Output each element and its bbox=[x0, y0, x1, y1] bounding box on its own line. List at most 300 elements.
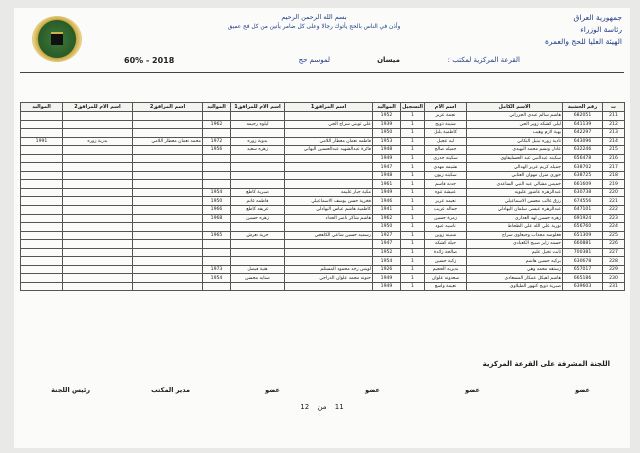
table-cell bbox=[285, 171, 373, 180]
table-cell: فاطمه غانم bbox=[231, 197, 285, 206]
table-cell: ثابت تحيل عليم bbox=[467, 248, 563, 257]
table-cell: جميله صالح bbox=[425, 146, 467, 155]
table-cell bbox=[63, 206, 133, 215]
presidency-title: رئاسة الوزراء bbox=[580, 25, 622, 34]
table-cell bbox=[21, 223, 63, 232]
table-cell bbox=[63, 112, 133, 121]
table-cell: نادية زوره تبنيل التكاني bbox=[467, 137, 563, 146]
table-cell: رزق غالب محسن الاسماعيلي bbox=[467, 197, 563, 206]
column-header: اسم الام للمرافق2 bbox=[63, 103, 133, 112]
table-row bbox=[21, 129, 625, 138]
column-header: المواليد bbox=[373, 103, 401, 112]
table-cell: 1949 bbox=[373, 274, 401, 283]
table-cell bbox=[133, 120, 203, 129]
table-cell: 226 bbox=[603, 240, 625, 249]
table-cell: 1952 bbox=[373, 112, 401, 121]
table-cell bbox=[133, 180, 203, 189]
table-cell: فغلوصه مجذاب وجيعاوي سراج bbox=[467, 231, 563, 240]
table-cell: 225 bbox=[603, 231, 625, 240]
authority-title: الهيئة العليا للحج والعمرة bbox=[544, 37, 622, 46]
table-row bbox=[21, 265, 625, 274]
table-cell bbox=[285, 248, 373, 257]
table-cell: 214 bbox=[603, 137, 625, 146]
table-cell: هاشم سالم عبدي الجزراني bbox=[467, 112, 563, 121]
table-cell: 1 bbox=[401, 197, 425, 206]
table-row bbox=[21, 120, 625, 129]
table-cell: فائزة عبدالشهيد عبدالحسين اليهاني bbox=[285, 146, 373, 155]
table-row bbox=[21, 248, 625, 257]
table-cell: سكينه جدري bbox=[425, 154, 467, 163]
table-cell: 215 bbox=[603, 146, 625, 155]
table-cell bbox=[231, 282, 285, 291]
table-cell bbox=[21, 154, 63, 163]
table-cell bbox=[203, 154, 231, 163]
table-cell bbox=[133, 231, 203, 240]
table-cell: 1954 bbox=[203, 274, 231, 283]
table-cell: 1949 bbox=[373, 282, 401, 291]
table-cell bbox=[133, 257, 203, 266]
table-cell: 1941 bbox=[373, 206, 401, 215]
column-header: اسم المرافق2 bbox=[133, 103, 203, 112]
pilgrims-table bbox=[20, 102, 625, 291]
table-cell bbox=[21, 120, 63, 129]
table-cell: 1968 bbox=[203, 214, 231, 223]
table-cell bbox=[133, 274, 203, 283]
table-cell bbox=[203, 240, 231, 249]
page-of: من bbox=[317, 403, 327, 411]
table-cell bbox=[285, 223, 373, 232]
table-cell: 229 bbox=[603, 265, 625, 274]
header-divider bbox=[20, 72, 624, 73]
table-cell bbox=[133, 129, 203, 138]
table-cell: 1 bbox=[401, 180, 425, 189]
table-cell bbox=[133, 240, 203, 249]
table-cell: فخرية حسن يوسف الاسماعيلي bbox=[285, 197, 373, 206]
table-cell bbox=[203, 112, 231, 121]
season-value: 2018 - 60% bbox=[124, 56, 175, 65]
table-cell: سكينه زيون bbox=[425, 171, 467, 180]
table-cell: 231 bbox=[603, 282, 625, 291]
table-cell: هاشم اهيكل عمكار المسعادي bbox=[467, 274, 563, 283]
table-cell bbox=[133, 282, 203, 291]
table-cell: 1950 bbox=[373, 129, 401, 138]
column-header: رقم الحشية bbox=[563, 103, 603, 112]
committee-title: اللجنة المشرفة على القرعة المركزية bbox=[482, 360, 610, 368]
column-header: التسجيل bbox=[402, 104, 423, 110]
column-header: ت bbox=[603, 103, 625, 112]
table-cell bbox=[231, 163, 285, 172]
table-cell: 217 bbox=[603, 163, 625, 172]
table-cell bbox=[231, 171, 285, 180]
table-cell bbox=[21, 257, 63, 266]
table-cell: 1962 bbox=[373, 214, 401, 223]
table-cell: 1 bbox=[401, 231, 425, 240]
table-cell: 674556 bbox=[563, 197, 603, 206]
table-cell bbox=[231, 257, 285, 266]
signature-office-manager: مدير المكتب bbox=[151, 386, 190, 394]
table-cell: 638702 bbox=[563, 163, 603, 172]
table-cell bbox=[133, 248, 203, 257]
table-cell: صبرية كاطع bbox=[231, 188, 285, 197]
table-cell: 1954 bbox=[373, 257, 401, 266]
table-cell bbox=[63, 197, 133, 206]
table-row bbox=[21, 257, 625, 266]
table-cell bbox=[21, 129, 63, 138]
table-row bbox=[21, 206, 625, 215]
table-cell: 630678 bbox=[563, 257, 603, 266]
table-cell bbox=[133, 154, 203, 163]
table-cell: 230 bbox=[603, 274, 625, 283]
table-cell: سكينه عبدالنبي عبد الحسليفاوي bbox=[467, 154, 563, 163]
table-cell: 632246 bbox=[563, 146, 603, 155]
table-row bbox=[21, 180, 625, 189]
table-cell bbox=[63, 257, 133, 266]
table-cell bbox=[285, 154, 373, 163]
table-cell bbox=[21, 240, 63, 249]
table-cell: حرية نعرش bbox=[231, 231, 285, 240]
table-cell: هنية فيصل bbox=[231, 265, 285, 274]
table-cell: 1 bbox=[401, 163, 425, 172]
table-cell bbox=[63, 154, 133, 163]
table-cell bbox=[21, 214, 63, 223]
table-cell: 1952 bbox=[373, 248, 401, 257]
table-cell bbox=[63, 223, 133, 232]
table-cell bbox=[133, 188, 203, 197]
table-cell: 1946 bbox=[373, 197, 401, 206]
table-cell: فاطمه نعمان معطار اللامي bbox=[285, 137, 373, 146]
table-cell: 1948 bbox=[373, 146, 401, 155]
table-cell: 1 bbox=[401, 154, 425, 163]
table-cell bbox=[21, 146, 63, 155]
table-cell bbox=[203, 171, 231, 180]
table-cell: 1926 bbox=[373, 265, 401, 274]
table-cell: 220 bbox=[603, 188, 625, 197]
basmala: بسم الله الرحمن الرحيم bbox=[281, 13, 347, 21]
table-cell bbox=[231, 112, 285, 121]
table-cell: خميس مشالي عبد النبي الساعدي bbox=[467, 180, 563, 189]
table-cell bbox=[63, 129, 133, 138]
table-cell: 219 bbox=[603, 180, 625, 189]
table-cell bbox=[285, 282, 373, 291]
table-cell: عبدالزهره عيسى سلمان البهادلي bbox=[467, 206, 563, 215]
table-cell bbox=[63, 282, 133, 291]
table-cell: 1 bbox=[401, 171, 425, 180]
table-row bbox=[21, 171, 625, 180]
table-cell: 1 bbox=[401, 206, 425, 215]
column-header: اسم المرافق1 bbox=[285, 103, 373, 112]
table-cell bbox=[63, 188, 133, 197]
table-cell: 630738 bbox=[563, 188, 603, 197]
table-cell bbox=[203, 282, 231, 291]
table-row bbox=[21, 137, 625, 146]
city-value: ميسان bbox=[377, 56, 400, 64]
table-cell: 1 bbox=[401, 240, 425, 249]
table-cell: 642297 bbox=[563, 129, 603, 138]
table-cell bbox=[231, 129, 285, 138]
table-cell bbox=[63, 120, 133, 129]
table-cell bbox=[63, 163, 133, 172]
column-header: المواليد bbox=[203, 103, 231, 112]
header-center bbox=[164, 12, 464, 32]
season-label: لموسم حج bbox=[298, 56, 330, 64]
table-cell: 228 bbox=[603, 257, 625, 266]
table-cell bbox=[133, 146, 203, 155]
table-cell: 1948 bbox=[373, 171, 401, 180]
table-cell: صالحة زائدة bbox=[425, 248, 467, 257]
table-cell: جميله كريم عزيز الهدالي bbox=[467, 163, 563, 172]
table-cell: 1 bbox=[401, 120, 425, 129]
table-cell: 218 bbox=[603, 171, 625, 180]
table-cell: 224 bbox=[603, 223, 625, 232]
table-cell: 1947 bbox=[373, 240, 401, 249]
column-header: اسم الام للمرافق1 bbox=[231, 103, 285, 112]
quran-verse: وأذن في الناس بالحج يأتوك رجالا وعلى كل ضامر يأتين من كل فج عميق bbox=[227, 24, 401, 30]
table-cell bbox=[133, 214, 203, 223]
table-cell bbox=[285, 240, 373, 249]
table-cell: زستقه محمد وهي bbox=[467, 265, 563, 274]
table-cell: جماله عزيب bbox=[425, 206, 467, 215]
table-cell: 641139 bbox=[563, 120, 603, 129]
table-cell bbox=[133, 197, 203, 206]
table-cell: عبدالزهره عاشور عليويه bbox=[467, 188, 563, 197]
table-cell bbox=[21, 231, 63, 240]
table-cell bbox=[203, 180, 231, 189]
table-cell: 222 bbox=[603, 206, 625, 215]
table-cell: صبرية ذويح كنهور الطيلاوي bbox=[467, 282, 563, 291]
table-cell: 216 bbox=[603, 154, 625, 163]
table-row bbox=[21, 163, 625, 172]
table-cell bbox=[21, 112, 63, 121]
table-cell: 1 bbox=[401, 274, 425, 283]
signature-member-3: عضو bbox=[365, 386, 380, 394]
table-row bbox=[21, 188, 625, 197]
table-cell: ناسيه عبود bbox=[425, 223, 467, 232]
table-cell: نجمة عزيز bbox=[425, 112, 467, 121]
table-cell bbox=[63, 146, 133, 155]
table-cell: ليلوه رحيمه bbox=[231, 120, 285, 129]
table-cell bbox=[21, 180, 63, 189]
table-cell: 1927 bbox=[373, 231, 401, 240]
table-cell: 1 bbox=[401, 265, 425, 274]
table-cell: شنينة ذويح bbox=[425, 120, 467, 129]
table-cell: 665186 bbox=[563, 274, 603, 283]
table-cell: مكية جبار غليمه bbox=[285, 188, 373, 197]
table-cell bbox=[285, 257, 373, 266]
table-cell: عنيشة ثنوه bbox=[425, 188, 467, 197]
table-cell: زهره حسين bbox=[231, 214, 285, 223]
table-cell: 1 bbox=[401, 146, 425, 155]
table-cell: كاظمية هاشم عباس البهادلي bbox=[285, 206, 373, 215]
table-cell bbox=[63, 265, 133, 274]
table-cell bbox=[203, 248, 231, 257]
table-cell: زمرة حسين bbox=[425, 214, 467, 223]
table-cell: علي ثويني سراج الحي bbox=[285, 120, 373, 129]
header-right bbox=[502, 12, 622, 48]
table-cell bbox=[231, 240, 285, 249]
table-cell: حيلة كشكه bbox=[425, 240, 467, 249]
table-cell bbox=[21, 206, 63, 215]
table-row bbox=[21, 231, 625, 240]
table-cell: 1961 bbox=[373, 180, 401, 189]
table-cell: حوري منزل مهوان العتابي bbox=[467, 171, 563, 180]
table-cell bbox=[231, 223, 285, 232]
table-cell: 1 bbox=[401, 282, 425, 291]
table-cell: 1 bbox=[401, 112, 425, 121]
table-cell: نشيمه مهدي bbox=[425, 163, 467, 172]
table-cell bbox=[133, 265, 203, 274]
table-cell: 657017 bbox=[563, 265, 603, 274]
signature-member-2: عضو bbox=[465, 386, 480, 394]
table-cell bbox=[21, 163, 63, 172]
table-row bbox=[21, 223, 625, 232]
table-cell: 682051 bbox=[563, 112, 603, 121]
table-cell: 1949 bbox=[373, 188, 401, 197]
table-cell: 1 bbox=[401, 257, 425, 266]
table-cell: 1954 bbox=[203, 188, 231, 197]
table-row bbox=[21, 214, 625, 223]
table-cell: 638725 bbox=[563, 171, 603, 180]
table-cell: 223 bbox=[603, 214, 625, 223]
table-cell bbox=[21, 265, 63, 274]
table-cell: عريفه كاطع bbox=[231, 206, 285, 215]
table-row bbox=[21, 197, 625, 206]
table-cell bbox=[21, 282, 63, 291]
table-cell: جدنه قاسم bbox=[425, 180, 467, 189]
signature-member-1: عضو bbox=[575, 386, 590, 394]
table-cell: لويس رجد محمود المستلم bbox=[285, 265, 373, 274]
table-row bbox=[21, 240, 625, 249]
column-header: اسم الام bbox=[425, 103, 467, 112]
table-cell: رسميه حسين شاعي الكاهجي bbox=[285, 231, 373, 240]
table-body bbox=[21, 112, 625, 291]
table-cell: زهره سعيد bbox=[231, 146, 285, 155]
page-number bbox=[14, 403, 630, 411]
table-header-row bbox=[21, 103, 625, 112]
table-cell: 1950 bbox=[373, 223, 401, 232]
table-cell bbox=[63, 274, 133, 283]
table-cell: شنينه زوين bbox=[425, 231, 467, 240]
table-cell: محمد نعمان معطار اللامي bbox=[133, 137, 203, 146]
table-cell bbox=[133, 163, 203, 172]
table-cell: 656478 bbox=[563, 154, 603, 163]
kaaba-emblem bbox=[51, 32, 63, 45]
table-cell: بهية لازم وهيب bbox=[467, 129, 563, 138]
table-cell bbox=[63, 214, 133, 223]
table-cell bbox=[203, 223, 231, 232]
table-cell bbox=[63, 171, 133, 180]
table-head bbox=[21, 103, 625, 112]
signature-row bbox=[14, 386, 630, 398]
table-cell: 1973 bbox=[203, 265, 231, 274]
table-cell: زهره حسين لهد العذاري bbox=[467, 214, 563, 223]
page-current: 11 bbox=[334, 403, 344, 411]
table-cell bbox=[133, 171, 203, 180]
table-cell: 227 bbox=[603, 248, 625, 257]
table-cell: زكية حسين bbox=[425, 257, 467, 266]
table-cell: 1 bbox=[401, 129, 425, 138]
table-cell: 700381 bbox=[563, 248, 603, 257]
table-cell: 651309 bbox=[563, 231, 603, 240]
table-cell: 660881 bbox=[563, 240, 603, 249]
table-cell bbox=[203, 257, 231, 266]
table-row bbox=[21, 274, 625, 283]
table-cell bbox=[63, 240, 133, 249]
signature-committee-head: رئيس اللجنة bbox=[51, 386, 90, 394]
table-cell bbox=[285, 112, 373, 121]
table-cell bbox=[21, 274, 63, 283]
table-cell: 1 bbox=[401, 214, 425, 223]
table-cell: 1972 bbox=[203, 137, 231, 146]
table-cell: 639603 bbox=[563, 282, 603, 291]
table-cell: 221 bbox=[603, 197, 625, 206]
table-row bbox=[21, 154, 625, 163]
table-cell: 212 bbox=[603, 120, 625, 129]
table-cell bbox=[21, 188, 63, 197]
table-cell: بدوية زوره bbox=[231, 137, 285, 146]
table-cell bbox=[231, 180, 285, 189]
table-cell: 1 bbox=[401, 188, 425, 197]
table-cell: 1962 bbox=[203, 120, 231, 129]
table-cell: ليلى كشكه زوير الحي bbox=[467, 120, 563, 129]
table-cell bbox=[63, 231, 133, 240]
table-cell: 1991 bbox=[21, 137, 63, 146]
republic-title: جمهورية العراق bbox=[573, 13, 622, 22]
signature-member-4: عضو bbox=[265, 386, 280, 394]
table-cell: بديريه الحجيم bbox=[425, 265, 467, 274]
table-cell: حسنه زابر صبيح الكعبادي bbox=[467, 240, 563, 249]
table-cell: 1 bbox=[401, 248, 425, 257]
table-row bbox=[21, 146, 625, 155]
table-cell: 1965 bbox=[203, 231, 231, 240]
document-page bbox=[14, 8, 630, 448]
table-cell bbox=[133, 112, 203, 121]
table-cell: عادل ونسم محمد البهيدي bbox=[467, 146, 563, 155]
table-cell bbox=[231, 154, 285, 163]
table-cell bbox=[21, 171, 63, 180]
table-cell bbox=[133, 223, 203, 232]
table-cell bbox=[133, 206, 203, 215]
table-cell bbox=[63, 180, 133, 189]
table-cell bbox=[285, 180, 373, 189]
table-row bbox=[21, 112, 625, 121]
table-cell: 1953 bbox=[373, 137, 401, 146]
subheader bbox=[14, 56, 630, 70]
office-label: القرعة المركزية لمكتب : bbox=[447, 56, 520, 64]
table-cell: 1 bbox=[401, 223, 425, 232]
table-cell: 211 bbox=[603, 112, 625, 121]
table-cell bbox=[63, 248, 133, 257]
table-cell: نورية علي الله علي الطحاط bbox=[467, 223, 563, 232]
table-cell bbox=[285, 129, 373, 138]
table-cell bbox=[21, 248, 63, 257]
table-cell: 647101 bbox=[563, 206, 603, 215]
table-cell bbox=[203, 129, 231, 138]
table-cell bbox=[203, 163, 231, 172]
column-header: المواليد bbox=[21, 103, 63, 112]
table-cell: 213 bbox=[603, 129, 625, 138]
table-cell: بدرية زوره bbox=[63, 137, 133, 146]
table-cell bbox=[231, 248, 285, 257]
page-total: 12 bbox=[300, 403, 310, 411]
table-cell: هاشم شاكر ناصر الحداد bbox=[285, 214, 373, 223]
table-cell: 661609 bbox=[563, 180, 603, 189]
table-cell: 643096 bbox=[563, 137, 603, 146]
table-row bbox=[21, 282, 625, 291]
table-cell: 1956 bbox=[203, 146, 231, 155]
table-cell: 1 bbox=[401, 137, 425, 146]
table-cell: 1950 bbox=[203, 197, 231, 206]
table-cell: صنايه محسن bbox=[231, 274, 285, 283]
